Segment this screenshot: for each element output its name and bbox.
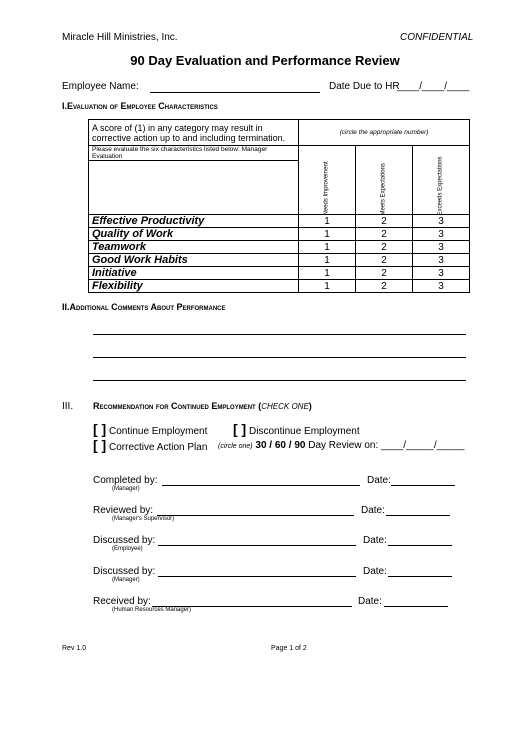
signature-line[interactable] xyxy=(162,485,360,486)
row-label: Flexibility xyxy=(89,280,299,293)
close-paren: ) xyxy=(308,401,312,411)
revision-label: Rev 1.0 xyxy=(62,645,87,652)
date-line[interactable] xyxy=(384,606,448,607)
instruction-text: Please evaluate the six characteristics listed below: Manager Evaluation xyxy=(89,146,299,161)
score-2[interactable]: 2 xyxy=(356,228,413,241)
col-exceeds-expectations: Exceeds Expectations xyxy=(413,161,470,215)
date-line[interactable] xyxy=(388,545,452,546)
score-3[interactable]: 3 xyxy=(413,228,470,241)
signature-line[interactable] xyxy=(158,576,356,577)
date-due-field[interactable]: ____/____/____ xyxy=(397,81,470,92)
score-2[interactable]: 2 xyxy=(356,267,413,280)
score-3[interactable]: 3 xyxy=(413,280,470,293)
score-3[interactable]: 3 xyxy=(413,215,470,228)
discontinue-label: Discontinue Employment xyxy=(249,426,360,437)
organization-name: Miracle Hill Ministries, Inc. xyxy=(62,32,178,43)
date-due-label: Date Due to HR xyxy=(329,81,400,92)
recommendation-heading: Recommendation for Continued Employment ( xyxy=(93,401,262,411)
score-3[interactable]: 3 xyxy=(413,254,470,267)
signature-discussed-employee xyxy=(93,535,155,552)
table-row xyxy=(89,280,470,293)
score-1[interactable]: 1 xyxy=(299,241,356,254)
table-row xyxy=(89,267,470,280)
checkbox-discontinue[interactable]: [ ] xyxy=(233,421,247,437)
table-row xyxy=(89,215,470,228)
employee-name-field[interactable] xyxy=(150,92,320,93)
option-continue[interactable] xyxy=(93,421,207,437)
signature-label: Discussed by: xyxy=(93,535,156,546)
date-line[interactable] xyxy=(386,515,450,516)
section-3-heading xyxy=(93,401,312,411)
col-meets-expectations: Meets Expectations xyxy=(356,161,413,215)
score-2[interactable]: 2 xyxy=(356,280,413,293)
signature-reviewed xyxy=(93,505,174,522)
continue-label: Continue Employment xyxy=(109,426,208,437)
score-1[interactable]: 1 xyxy=(299,280,356,293)
signature-line[interactable] xyxy=(157,515,354,516)
comment-line[interactable] xyxy=(93,357,466,358)
review-date-field[interactable]: ____/_____/_____ xyxy=(381,440,465,451)
option-corrective[interactable] xyxy=(93,437,207,453)
date-label: Date: xyxy=(363,535,387,546)
col-needs-improvement: Needs Improvement xyxy=(299,161,356,215)
comment-line[interactable] xyxy=(93,380,466,381)
row-label: Quality of Work xyxy=(89,228,299,241)
signature-sublabel: (Human Resources Manager) xyxy=(112,607,192,613)
comment-line[interactable] xyxy=(93,334,466,335)
corrective-note: A score of (1) in any category may result in corrective action up to and including termination. xyxy=(89,120,299,146)
signature-sublabel: (Manager's Supervisor) xyxy=(112,516,175,522)
checkbox-continue[interactable]: [ ] xyxy=(93,421,107,437)
signature-sublabel: (Manager) xyxy=(112,486,140,492)
confidential-label: CONFIDENTIAL xyxy=(400,32,474,43)
signature-line[interactable] xyxy=(158,545,356,546)
date-label: Date: xyxy=(361,505,385,516)
row-label: Effective Productivity xyxy=(89,215,299,228)
day-options[interactable]: 30 / 60 / 90 xyxy=(255,440,306,451)
circle-note: (circle the appropriate number) xyxy=(299,120,470,146)
score-3[interactable]: 3 xyxy=(413,241,470,254)
page-number: Page 1 of 2 xyxy=(271,645,307,652)
signature-sublabel: (Manager) xyxy=(112,577,140,583)
circle-one-label: (circle one) xyxy=(218,443,253,450)
date-label: Date: xyxy=(367,475,391,486)
signature-discussed-manager xyxy=(93,566,155,583)
table-row xyxy=(89,228,470,241)
table-row xyxy=(89,241,470,254)
page-title: 90 Day Evaluation and Performance Review xyxy=(130,53,400,68)
evaluation-table xyxy=(88,119,470,293)
table-row xyxy=(89,254,470,267)
signature-label: Reviewed by: xyxy=(93,505,154,516)
score-2[interactable]: 2 xyxy=(356,215,413,228)
section-2-heading: II.Additional Comments About Performance xyxy=(62,302,226,312)
score-2[interactable]: 2 xyxy=(356,241,413,254)
signature-received xyxy=(93,596,191,613)
review-on-label: Day Review on: xyxy=(308,440,379,451)
date-line[interactable] xyxy=(388,576,452,577)
score-1[interactable]: 1 xyxy=(299,228,356,241)
row-label: Good Work Habits xyxy=(89,254,299,267)
row-label: Teamwork xyxy=(89,241,299,254)
score-3[interactable]: 3 xyxy=(413,267,470,280)
section-3-numeral: III. xyxy=(62,401,74,412)
employee-name-label: Employee Name: xyxy=(62,81,139,92)
score-1[interactable]: 1 xyxy=(299,254,356,267)
review-day-row xyxy=(218,440,464,451)
date-label: Date: xyxy=(358,596,382,607)
score-1[interactable]: 1 xyxy=(299,267,356,280)
row-label: Initiative xyxy=(89,267,299,280)
signature-line[interactable] xyxy=(152,606,352,607)
signature-completed xyxy=(93,475,157,492)
checkbox-corrective[interactable]: [ ] xyxy=(93,437,107,453)
date-line[interactable] xyxy=(391,485,455,486)
signature-sublabel: (Employee) xyxy=(112,546,143,552)
signature-label: Received by: xyxy=(93,596,151,607)
signature-label: Completed by: xyxy=(93,475,158,486)
check-one-label: CHECK ONE xyxy=(261,402,309,411)
score-2[interactable]: 2 xyxy=(356,254,413,267)
date-label: Date: xyxy=(363,566,387,577)
section-1-heading: I.Evaluation of Employee Characteristics xyxy=(62,101,218,111)
signature-label: Discussed by: xyxy=(93,566,156,577)
corrective-label: Corrective Action Plan xyxy=(109,442,208,453)
score-1[interactable]: 1 xyxy=(299,215,356,228)
option-discontinue[interactable] xyxy=(233,421,360,437)
